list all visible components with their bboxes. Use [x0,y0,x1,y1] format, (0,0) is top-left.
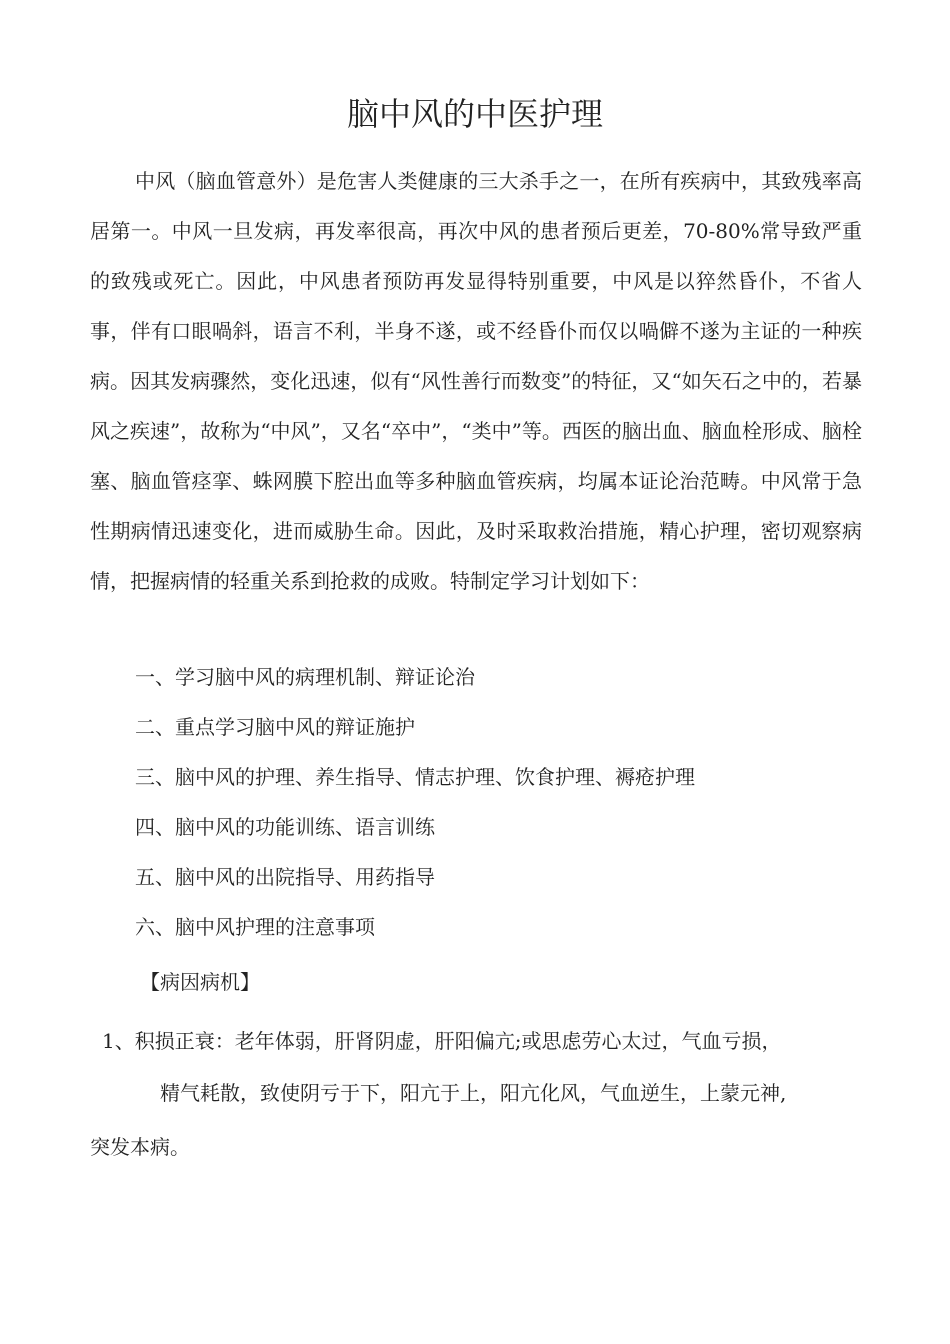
plan-item-1: 一、学习脑中风的病理机制、辩证论治 [135,665,475,689]
document-title: 脑中风的中医护理 [346,95,603,133]
plan-item-4: 四、脑中风的功能训练、语言训练 [135,815,435,839]
plan-item-5: 五、脑中风的出院指导、用药指导 [135,865,435,889]
cause-item-1-line-2: 精气耗散，致使阴亏于下，阳亢于上，阳亢化风，气血逆生，上蒙元神, [160,1081,787,1105]
cause-item-1-line-1: 1、积损正衰：老年体弱，肝肾阴虚，肝阳偏亢;或思虑劳心太过，气血亏损， [102,1029,782,1053]
intro-paragraph: 中风（脑血管意外）是危害人类健康的三大杀手之一，在所有疾病中，其致残率高居第一。中风一旦发病，再发率很高，再次中风的患者预后更差，70-80%常导致严重的致残或死亡。因此，中风患者预防再发显得特别重要，中风是以猝然昏仆，不省人事，伴有口眼喎斜，语言不利，半身不遂，或不经昏仆而仅以喎僻不遂为主证的一种疾病。因其发病骤然，变化迅速，似有“风性善行而数变”的特征，又“如矢石之中的，若暴风之疾速”，故称为“中风”，又名“卒中”，“类中”等。西医的脑出血、脑血栓形成、脑栓塞、脑血管痉挛、蛛网膜下腔出血等多种脑血管疾病，均属本证论治范畴。中风常于急性期病情迅速变化，进而威胁生命。因此，及时采取救治措施，精心护理，密切观察病情，把握病情的轻重关系到抢救的成败。特制定学习计划如下： [90,169,862,593]
study-plan-list [135,652,695,952]
section-heading-etiology: 【病因病机】 [140,970,260,994]
cause-item-1-line-3: 突发本病。 [90,1135,190,1159]
plan-item-2: 二、重点学习脑中风的辩证施护 [135,715,415,739]
plan-item-6: 六、脑中风护理的注意事项 [135,915,375,939]
plan-item-3: 三、脑中风的护理、养生指导、情志护理、饮食护理、褥疮护理 [135,765,695,789]
